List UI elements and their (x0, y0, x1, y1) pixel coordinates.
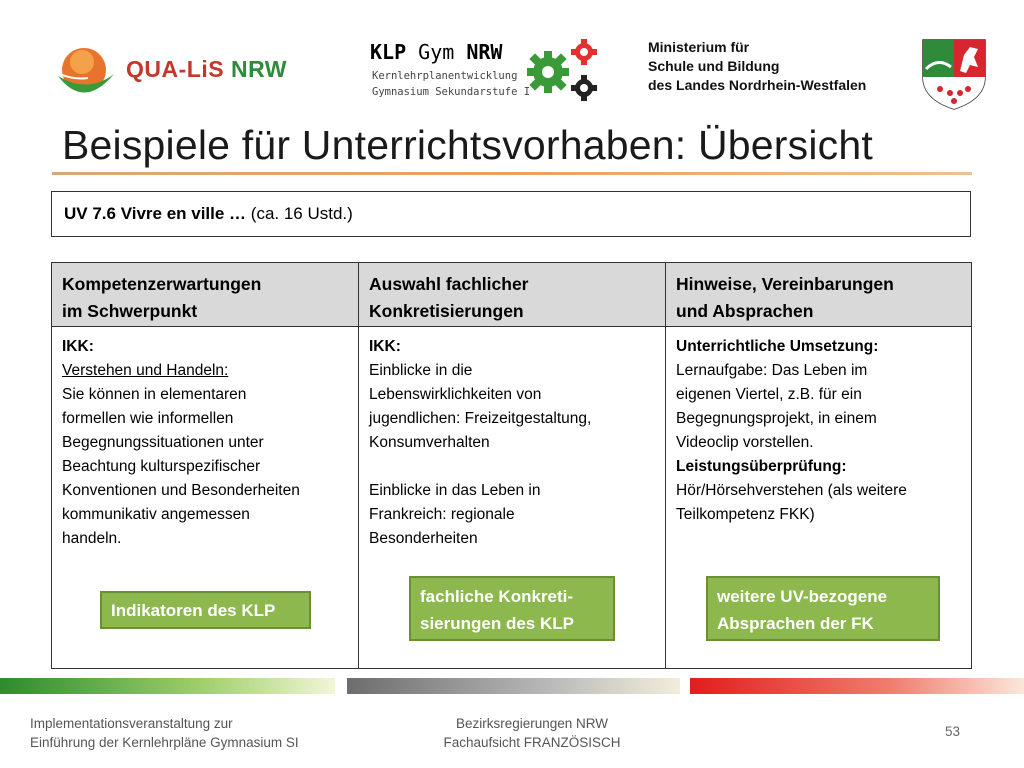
header-line: im Schwerpunkt (62, 301, 198, 321)
klp-gym-nrw-logo (370, 38, 605, 104)
cell-line: Teilkompetenz FKK) (676, 506, 815, 523)
klp-logo-subtitle-2: Gymnasium Sekundarstufe I (372, 86, 531, 98)
ministry-line: Ministerium für (648, 39, 750, 55)
table-header-cell (666, 263, 971, 327)
qualis-nrw-logo (54, 38, 304, 102)
klp-logo-title: KLP Gym NRW (370, 40, 503, 64)
footer-line: Fachaufsicht FRANZÖSISCH (443, 735, 621, 750)
gears-icon (522, 38, 602, 104)
cell-label: IKK: (62, 338, 94, 355)
footer-bar-red (690, 678, 1024, 694)
callout-fachliche-konkretisierungen (409, 576, 615, 641)
cell-line: Einblicke in die (369, 362, 473, 379)
header-line: Kompetenzerwartungen (62, 274, 262, 294)
cell-label: IKK: (369, 338, 401, 355)
nrw-crest-icon (920, 37, 988, 111)
title-divider (52, 172, 972, 175)
uv-heading (64, 204, 353, 224)
uv-duration: (ca. 16 Ustd.) (246, 204, 353, 223)
cell-line: formellen wie informellen (62, 410, 234, 427)
cell-line: jugendlichen: Freizeitgestaltung, (369, 410, 592, 427)
cell-label: Leistungsüberprüfung: (676, 458, 847, 475)
cell-line: eigenen Viertel, z.B. für ein (676, 386, 862, 403)
footer-line: Implementationsveranstaltung zur (30, 716, 233, 731)
qualis-logo-text: QUA-LiS NRW (126, 56, 287, 82)
callout-text: weitere UV-bezogene (717, 587, 888, 606)
page-number: 53 (945, 724, 961, 739)
uv-heading-box (51, 191, 971, 237)
cell-line: Videoclip vorstellen. (676, 434, 814, 451)
qualis-sun-icon (54, 40, 118, 102)
footer-bar-gray (347, 678, 680, 694)
klp-logo-subtitle-1: Kernlehrplanentwicklung (372, 70, 518, 82)
cell-sublabel: Verstehen und Handeln: (62, 362, 229, 379)
cell-line: Sie können in elementaren (62, 386, 247, 403)
cell-line: kommunikativ angemessen (62, 506, 250, 523)
cell-line: Begegnungssituationen unter (62, 434, 264, 451)
ministry-line: Schule und Bildung (648, 58, 780, 74)
header-line: und Absprachen (676, 301, 814, 321)
footer-line: Bezirksregierungen NRW (455, 716, 609, 731)
header-line: Auswahl fachlicher (369, 274, 529, 294)
footer-line: Einführung der Kernlehrpläne Gymnasium SI (30, 735, 299, 750)
cell-label: Unterrichtliche Umsetzung: (676, 338, 879, 355)
callout-absprachen-fk (706, 576, 940, 641)
table-header-cell (359, 263, 665, 327)
footer-authority (434, 714, 630, 752)
uv-title: UV 7.6 Vivre en ville … (64, 204, 247, 223)
table-body-cell (62, 335, 352, 551)
cell-line: Konsumverhalten (369, 434, 490, 451)
cell-line: Besonderheiten (369, 530, 478, 547)
callout-indikatoren (100, 591, 311, 629)
cell-line: Einblicke in das Leben in (369, 482, 541, 499)
cell-line: Lernaufgabe: Das Leben im (676, 362, 868, 379)
callout-text: fachliche Konkreti- (420, 587, 574, 606)
callout-text: sierungen des KLP (420, 614, 574, 633)
cell-line: Begegnungsprojekt, in einem (676, 410, 877, 427)
cell-line: Frankreich: regionale (369, 506, 515, 523)
cell-line: Lebenswirklichkeiten von (369, 386, 542, 403)
footer-bar-green (0, 678, 335, 694)
table-body-cell (369, 335, 659, 551)
table-body-cell (676, 335, 965, 527)
page-title: Beispiele für Unterrichtsvorhaben: Übersicht (62, 122, 873, 168)
header-line: Hinweise, Vereinbarungen (676, 274, 894, 294)
cell-line: Konventionen und Besonderheiten (62, 482, 300, 499)
callout-text: Absprachen der FK (717, 614, 874, 633)
ministry-line: des Landes Nordrhein-Westfalen (648, 77, 867, 93)
ministry-label (648, 38, 866, 95)
footer-event (30, 714, 299, 752)
header-line: Konkretisierungen (369, 301, 524, 321)
callout-text: Indikatoren des KLP (111, 601, 276, 620)
table-header-cell (52, 263, 358, 327)
cell-line: Hör/Hörsehverstehen (als weitere (676, 482, 907, 499)
cell-line: handeln. (62, 530, 122, 547)
cell-line: Beachtung kulturspezifischer (62, 458, 261, 475)
